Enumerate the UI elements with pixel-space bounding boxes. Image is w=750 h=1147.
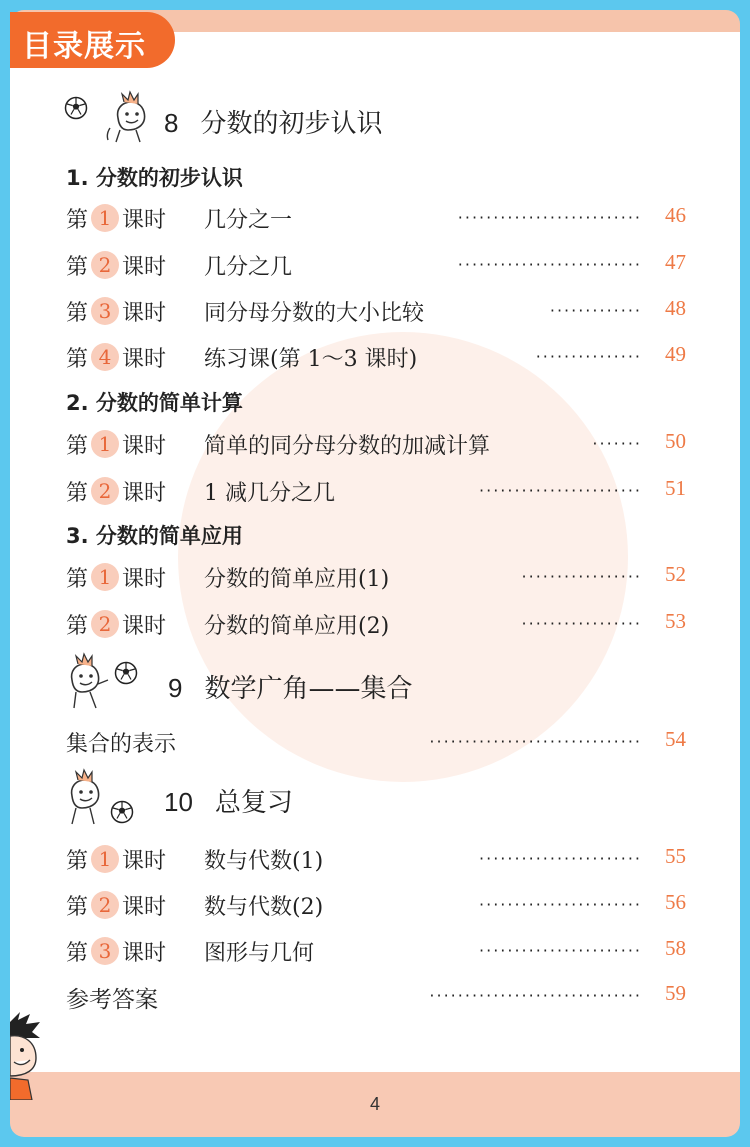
lesson-badge: 4 bbox=[91, 343, 119, 371]
toc-page-number: 56 bbox=[665, 890, 686, 914]
lesson-number: 第 3 课时 bbox=[66, 939, 167, 966]
toc-page-number: 49 bbox=[665, 342, 686, 366]
toc-row[interactable] bbox=[66, 727, 686, 767]
lesson-number: 第 3 课时 bbox=[66, 299, 167, 326]
dot-leader: ················· bbox=[521, 614, 642, 633]
toc-page-number: 59 bbox=[665, 981, 686, 1005]
lesson-badge: 1 bbox=[91, 563, 119, 591]
toc-row[interactable] bbox=[66, 562, 686, 602]
toc-page-number: 50 bbox=[665, 429, 686, 453]
lesson-number: 第 1 课时 bbox=[66, 565, 167, 592]
lesson-number: 第 2 课时 bbox=[66, 253, 167, 280]
toc-entry-title: 分数的简单应用(2) bbox=[204, 614, 390, 639]
dinosaur-mascot-icon bbox=[60, 650, 118, 712]
toc-entry-title: 图形与几何 bbox=[204, 941, 315, 966]
football-icon bbox=[64, 96, 88, 120]
toc-entry-title: 集合的表示 bbox=[66, 732, 177, 757]
toc-page-number: 51 bbox=[665, 476, 686, 500]
lesson-badge: 2 bbox=[91, 891, 119, 919]
chapter-title: 总复习 bbox=[214, 788, 293, 818]
chapter-title: 分数的初步认识 bbox=[200, 109, 383, 139]
lesson-number: 第 1 课时 bbox=[66, 432, 167, 459]
toc-row[interactable] bbox=[66, 342, 686, 382]
toc-row[interactable] bbox=[66, 844, 686, 884]
toc-row[interactable] bbox=[66, 250, 686, 290]
dot-leader: ······················· bbox=[479, 895, 642, 914]
toc-row[interactable] bbox=[66, 296, 686, 336]
toc-row[interactable] bbox=[66, 890, 686, 930]
lesson-badge: 1 bbox=[91, 845, 119, 873]
dot-leader: ·························· bbox=[457, 208, 642, 227]
lesson-number: 第 2 课时 bbox=[66, 479, 167, 506]
lesson-badge: 1 bbox=[91, 204, 119, 232]
dot-leader: ······························ bbox=[429, 986, 642, 1005]
toc-page-number: 54 bbox=[665, 727, 686, 751]
section-heading: 1. 分数的初步认识 bbox=[66, 166, 243, 190]
dot-leader: ······················· bbox=[479, 941, 642, 960]
dot-leader: ······························ bbox=[429, 732, 642, 751]
toc-entry-title: 数与代数(2) bbox=[204, 895, 324, 920]
toc-row[interactable] bbox=[66, 936, 686, 976]
chapter-number: 10 bbox=[164, 787, 193, 817]
lesson-badge: 2 bbox=[91, 610, 119, 638]
toc-page-number: 53 bbox=[665, 609, 686, 633]
toc-tab-label: 目录展示 bbox=[22, 29, 146, 64]
toc-entry-title: 几分之一 bbox=[204, 208, 293, 233]
chapter-number: 9 bbox=[168, 673, 183, 703]
lesson-number: 第 1 课时 bbox=[66, 206, 167, 233]
lesson-number: 第 1 课时 bbox=[66, 847, 167, 874]
lesson-number: 第 2 课时 bbox=[66, 612, 167, 639]
chapter-10-heading bbox=[164, 782, 293, 819]
toc-page-number: 52 bbox=[665, 562, 686, 586]
toc-page-number: 55 bbox=[665, 844, 686, 868]
toc-entry-title: 参考答案 bbox=[66, 987, 158, 1013]
football-icon bbox=[110, 800, 134, 824]
page-number: 4 bbox=[369, 1094, 380, 1114]
footer-band bbox=[10, 1072, 740, 1137]
chapter-number: 8 bbox=[164, 108, 179, 138]
chapter-9-heading bbox=[168, 668, 412, 705]
toc-page-number: 58 bbox=[665, 936, 686, 960]
lesson-badge: 2 bbox=[91, 251, 119, 279]
section-heading: 3. 分数的简单应用 bbox=[66, 524, 243, 548]
chapter-8-heading bbox=[164, 103, 382, 140]
boy-mascot-icon bbox=[10, 1008, 44, 1100]
toc-entry-title: 1 减几分之几 bbox=[204, 481, 335, 506]
dot-leader: ················· bbox=[521, 567, 642, 586]
toc-entry-title: 练习课(第 1～3 课时) bbox=[204, 347, 418, 372]
toc-entry-title: 几分之几 bbox=[204, 255, 293, 280]
toc-entry-title: 分数的简单应用(1) bbox=[204, 567, 390, 592]
toc-tab bbox=[10, 12, 175, 68]
toc-row[interactable] bbox=[66, 476, 686, 516]
section-heading: 2. 分数的简单计算 bbox=[66, 391, 243, 415]
toc-row[interactable] bbox=[66, 203, 686, 243]
dot-leader: ······················· bbox=[479, 849, 642, 868]
lesson-number: 第 4 课时 bbox=[66, 345, 167, 372]
lesson-number: 第 2 课时 bbox=[66, 893, 167, 920]
toc-entry-title: 数与代数(1) bbox=[204, 849, 324, 874]
dot-leader: ·························· bbox=[457, 255, 642, 274]
toc-page-number: 46 bbox=[665, 203, 686, 227]
dot-leader: ······· bbox=[592, 434, 642, 453]
toc-entry-title: 简单的同分母分数的加减计算 bbox=[204, 434, 491, 459]
toc-row[interactable] bbox=[66, 429, 686, 469]
dot-leader: ··············· bbox=[535, 347, 642, 366]
dot-leader: ······················· bbox=[479, 481, 642, 500]
lesson-badge: 1 bbox=[91, 430, 119, 458]
toc-entry-title: 同分母分数的大小比较 bbox=[204, 301, 425, 326]
toc-row[interactable] bbox=[66, 981, 686, 1021]
lesson-badge: 2 bbox=[91, 477, 119, 505]
dinosaur-mascot-icon bbox=[100, 88, 158, 146]
watermark-circle bbox=[178, 332, 628, 782]
dot-leader: ············· bbox=[549, 301, 642, 320]
lesson-badge: 3 bbox=[91, 297, 119, 325]
football-icon bbox=[114, 661, 138, 685]
toc-row[interactable] bbox=[66, 609, 686, 649]
lesson-badge: 3 bbox=[91, 937, 119, 965]
toc-page-number: 47 bbox=[665, 250, 686, 274]
chapter-title: 数学广角——集合 bbox=[204, 674, 413, 704]
toc-page-number: 48 bbox=[665, 296, 686, 320]
